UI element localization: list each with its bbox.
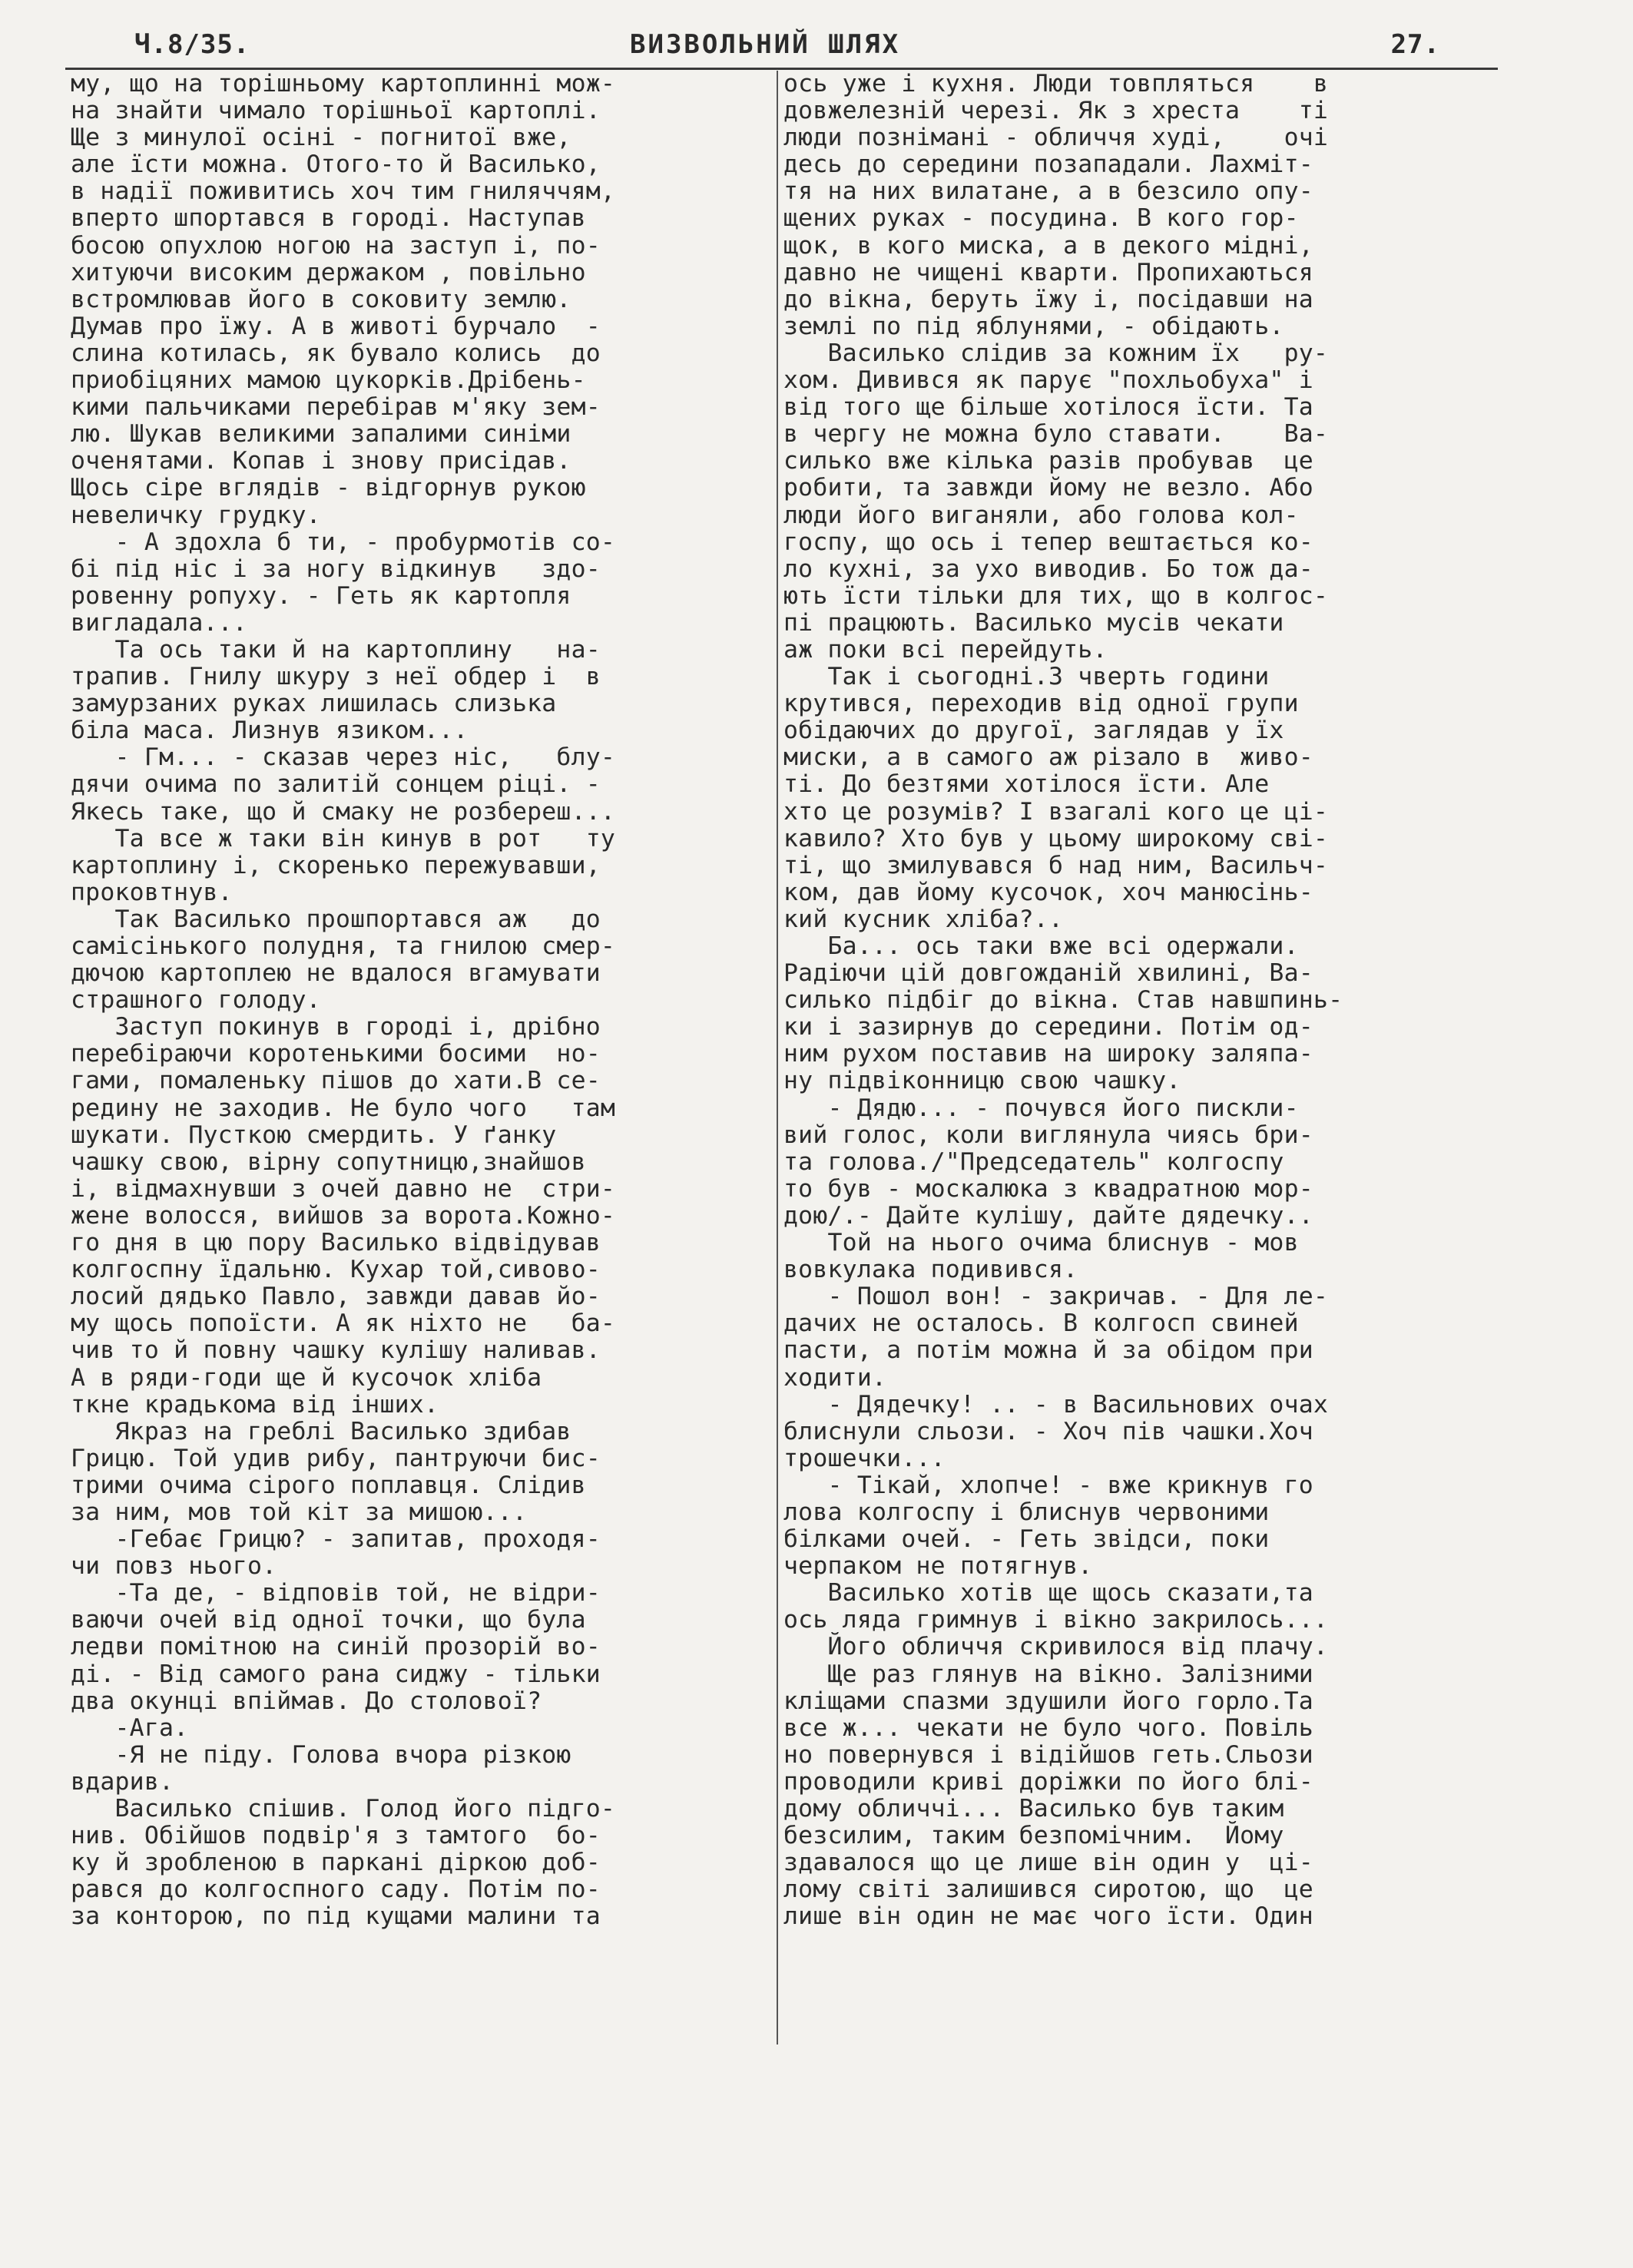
- text-line: - Дядю... - почувся його пискли-: [783, 1094, 1299, 1122]
- text-line: здавалося що це лише він один у ці-: [783, 1849, 1313, 1877]
- left-column: [71, 71, 762, 1930]
- text-line: тя на них вилатане, а в безсило опу-: [783, 177, 1313, 206]
- text-line: Ще з минулої осіні - погнитої вже,: [71, 124, 571, 152]
- text-line: госпу, що ось і тепер вештається ко-: [783, 528, 1313, 556]
- text-line: ку й зробленою в паркані діркою доб-: [71, 1849, 601, 1877]
- text-line: Василько хотів ще щось сказати,та: [783, 1579, 1313, 1607]
- text-line: оченятами. Копав і знову присідав.: [71, 447, 571, 475]
- text-line: лю. Шукав великими запалими синіми: [71, 420, 571, 449]
- text-line: лому світі залишився сиротою, що це: [783, 1876, 1313, 1904]
- text-line: ровенну ропуху. - Геть як картопля: [71, 581, 571, 610]
- text-line: -Я не піду. Голова вчора різкою: [71, 1740, 571, 1769]
- text-line: кліщами спазми здушили його горло.Та: [783, 1687, 1313, 1715]
- text-line: бі під ніс і за ногу відкинув здо-: [71, 555, 601, 583]
- text-line: Ще раз глянув на вікно. Залізними: [783, 1660, 1313, 1688]
- text-line: люди його виганяли, або голова кол-: [783, 501, 1299, 529]
- text-line: Думав про їжу. А в животі бурчало -: [71, 312, 601, 340]
- text-line: на знайти чимало торішньої картоплі.: [71, 97, 601, 125]
- text-line: та голова./"Председатель" колгоспу: [783, 1147, 1284, 1176]
- text-line: рався до колгоспного саду. Потім по-: [71, 1876, 601, 1904]
- text-line: трошечки...: [783, 1444, 946, 1472]
- text-line: ло кухні, за ухо виводив. Бо тож да-: [783, 555, 1313, 583]
- text-line: - Дядечку! .. - в Васильнових очах: [783, 1390, 1329, 1419]
- text-line: блиснули сльози. - Хоч пів чашки.Хоч: [783, 1417, 1313, 1445]
- text-line: чив то й повну чашку кулішу наливав.: [71, 1336, 601, 1365]
- right-column: [783, 71, 1490, 1930]
- text-line: Василько слідив за кожним їх ру-: [783, 339, 1329, 367]
- text-line: проводили криві доріжки по його блі-: [783, 1767, 1313, 1796]
- text-line: трими очима сірого поплавця. Слідив: [71, 1471, 586, 1499]
- text-line: але їсти можна. Отого-то й Василько,: [71, 151, 601, 179]
- text-line: крутився, переходив від одної групи: [783, 690, 1299, 718]
- text-line: Його обличчя скривилося від плачу.: [783, 1633, 1329, 1661]
- text-line: Щось сіре вглядів - відгорнув рукою: [71, 474, 586, 502]
- text-line: Грицю. Той удив рибу, пантруючи бис-: [71, 1444, 601, 1472]
- text-line: му, що на торішньому картоплинні мож-: [71, 70, 616, 98]
- text-line: Якесь таке, що й смаку не розбереш...: [71, 797, 616, 826]
- text-line: - Пошол вон! - закричав. - Для ле-: [783, 1283, 1329, 1311]
- text-line: робити, та завжди йому не везло. Або: [783, 474, 1313, 502]
- text-line: чашку свою, вірну сопутницю,знайшов: [71, 1147, 586, 1176]
- text-line: ходити.: [783, 1363, 887, 1392]
- text-line: щених руках - посудина. В кого гор-: [783, 204, 1299, 233]
- text-line: давно не чищені кварти. Пропихаються: [783, 258, 1313, 286]
- text-line: ті, що змилувався б над ним, Васильч-: [783, 851, 1329, 879]
- text-line: лише він один не має чого їсти. Один: [783, 1902, 1313, 1931]
- text-line: страшного голоду.: [71, 986, 321, 1015]
- text-line: ті. До безтями хотілося їсти. Але: [783, 770, 1270, 799]
- text-line: шукати. Пусткою смердить. У ґанку: [71, 1121, 557, 1149]
- text-line: перебіраючи коротенькими босими но-: [71, 1040, 601, 1068]
- text-line: Ба... ось таки вже всі одержали.: [783, 932, 1299, 960]
- text-line: дючою картоплею не вдалося вгамувати: [71, 959, 601, 988]
- text-line: ледви помітною на синій прозорій во-: [71, 1633, 601, 1661]
- text-line: проковтнув.: [71, 878, 233, 906]
- text-line: му щось попоїсти. А як ніхто не ба-: [71, 1309, 616, 1338]
- text-line: хитуючи високим держаком , повільно: [71, 258, 586, 286]
- text-line: землі по під яблунями, - обідають.: [783, 312, 1284, 340]
- text-line: ваючи очей від одної точки, що була: [71, 1606, 586, 1634]
- text-line: кавило? Хто був у цьому широкому сві-: [783, 824, 1329, 853]
- text-line: невеличку грудку.: [71, 501, 321, 529]
- text-line: Так і сьогодні.З чверть години: [783, 663, 1270, 691]
- text-line: го дня в цю пору Василько відвідував: [71, 1229, 601, 1257]
- text-line: то був - москалюка з квадратною мор-: [783, 1174, 1313, 1203]
- text-line: ось уже і кухня. Люди товпляться в: [783, 70, 1329, 98]
- text-line: в чергу не можна було ставати. Ва-: [783, 420, 1329, 449]
- text-line: все ж... чекати не було чого. Повіль: [783, 1713, 1313, 1742]
- text-line: довжелезній черезі. Як з хреста ті: [783, 97, 1329, 125]
- text-line: Василько спішив. Голод його підго-: [71, 1795, 616, 1823]
- text-line: нив. Обійшов подвір'я з тамтого бо-: [71, 1822, 601, 1850]
- text-line: кими пальчиками перебірав м'яку зем-: [71, 393, 601, 422]
- text-line: Той на нього очима блиснув - мов: [783, 1229, 1299, 1257]
- text-line: но повернувся і відійшов геть.Сльози: [783, 1740, 1313, 1769]
- text-line: -Ага.: [71, 1713, 189, 1742]
- text-line: силько вже кілька разів пробував це: [783, 447, 1313, 475]
- text-line: пасти, а потім можна й за обідом при: [783, 1336, 1313, 1365]
- text-line: замурзаних руках лишилась слизька: [71, 690, 557, 718]
- text-line: Та ось таки й на картоплину на-: [71, 635, 601, 664]
- page-header: [134, 29, 1440, 63]
- text-line: ним рухом поставив на широку заляпа-: [783, 1040, 1313, 1068]
- text-line: ось ляда гримнув і вікно закрилось...: [783, 1606, 1329, 1634]
- text-line: аж поки всі перейдуть.: [783, 635, 1108, 664]
- text-line: щок, в кого миска, а в декого мідні,: [783, 231, 1313, 260]
- text-line: черпаком не потягнув.: [783, 1552, 1093, 1581]
- text-line: трапив. Гнилу шкуру з неї обдер і в: [71, 663, 601, 691]
- text-line: Якраз на греблі Василько здибав: [71, 1417, 571, 1445]
- page-number: 27.: [1390, 29, 1440, 60]
- text-line: ки і зазирнув до середини. Потім од-: [783, 1013, 1313, 1041]
- text-line: ну підвіконницю свою чашку.: [783, 1067, 1181, 1095]
- text-line: пі працюють. Василько мусів чекати: [783, 608, 1284, 637]
- text-line: -Гебає Грицю? - запитав, проходя-: [71, 1525, 601, 1554]
- text-line: вперто шпортався в городі. Наступав: [71, 204, 586, 233]
- text-line: картоплину і, скоренько пережувавши,: [71, 851, 601, 879]
- text-line: дячи очима по залитій сонцем ріці. -: [71, 770, 601, 799]
- text-line: хто це розумів? І взагалі кого це ці-: [783, 797, 1329, 826]
- text-line: вий голос, коли виглянула чиясь бри-: [783, 1121, 1313, 1149]
- text-line: від того ще більше хотілося їсти. Та: [783, 393, 1313, 422]
- text-line: ком, дав йому кусочок, хоч манюсінь-: [783, 878, 1313, 906]
- text-line: вовкулака подивився.: [783, 1256, 1078, 1284]
- text-line: до вікна, беруть їжу і, посідавши на: [783, 285, 1313, 313]
- text-line: - А здохла б ти, - пробурмотів со-: [71, 528, 616, 556]
- text-line: слина котилась, як бувало колись до: [71, 339, 601, 367]
- text-line: в надії поживитись хоч тим гниляччям,: [71, 177, 616, 206]
- text-line: Так Василько прошпортався аж до: [71, 905, 601, 933]
- text-line: самісінького полудня, та гнилою смер-: [71, 932, 616, 960]
- text-line: гами, помаленьку пішов до хати.В се-: [71, 1067, 601, 1095]
- text-line: силько підбіг до вікна. Став навшпинь-: [783, 986, 1343, 1015]
- text-line: кий кусник хліба?..: [783, 905, 1064, 933]
- text-line: лова колгоспу і блиснув червоними: [783, 1498, 1270, 1526]
- text-line: дому обличчі... Василько був таким: [783, 1795, 1284, 1823]
- text-line: чи повз нього.: [71, 1552, 277, 1581]
- text-line: люди позніманi - обличчя худі, очі: [783, 124, 1329, 152]
- text-line: Та все ж таки він кинув в рот ту: [71, 824, 616, 853]
- text-line: хом. Дивився як парує "похльобуха" і: [783, 366, 1313, 395]
- text-line: Заступ покинув в городі і, дрібно: [71, 1013, 601, 1041]
- text-line: -Та де, - відповів той, не відри-: [71, 1579, 601, 1607]
- text-line: жене волосся, вийшов за ворота.Кожно-: [71, 1201, 616, 1230]
- text-line: десь до середини позападали. Лахміт-: [783, 151, 1313, 179]
- text-line: приобіцяних мамою цукорків.Дрібень-: [71, 366, 586, 395]
- journal-title: ВИЗВОЛЬНИЙ ШЛЯХ: [630, 29, 901, 60]
- text-line: редину не заходив. Не було чого там: [71, 1094, 616, 1122]
- text-line: за конторою, по під кущами малини та: [71, 1902, 601, 1931]
- text-line: Радіючи цій довгожданій хвилині, Ва-: [783, 959, 1313, 988]
- text-line: обідаючих до другої, заглядав у їх: [783, 717, 1284, 745]
- text-line: ді. - Від самого рана сиджу - тільки: [71, 1660, 601, 1688]
- text-line: встромлював його в соковиту землю.: [71, 285, 571, 313]
- text-line: - Тікай, хлопче! - вже крикнув го: [783, 1471, 1313, 1499]
- text-line: А в ряди-годи ще й кусочок хліба: [71, 1363, 542, 1392]
- text-line: ють їсти тільки для тих, що в колгос-: [783, 581, 1329, 610]
- text-line: ткне крадькома від інших.: [71, 1390, 439, 1419]
- text-line: дачих не осталось. В колгосп свиней: [783, 1309, 1299, 1338]
- text-line: вигладала...: [71, 608, 247, 637]
- text-line: миски, а в самого аж різало в живо-: [783, 743, 1313, 772]
- text-line: білками очей. - Геть звідси, поки: [783, 1525, 1270, 1554]
- text-line: босою опухлою ногою на заступ і, по-: [71, 231, 601, 260]
- text-line: два окунці впіймав. До столової?: [71, 1687, 542, 1715]
- text-line: і, відмахнувши з очей давно не стри-: [71, 1174, 616, 1203]
- text-line: безсилим, таким безпомічним. Йому: [783, 1822, 1284, 1850]
- text-line: лосий дядько Павло, завжди давав йо-: [71, 1283, 601, 1311]
- issue-number: Ч.8/35.: [134, 29, 250, 60]
- text-line: біла маса. Лизнув язиком...: [71, 717, 469, 745]
- text-line: вдарив.: [71, 1767, 174, 1796]
- column-divider: [777, 71, 778, 2045]
- text-line: - Гм... - сказав через ніс, блу-: [71, 743, 616, 772]
- text-line: колгоспну їдальню. Кухар той,сивово-: [71, 1256, 601, 1284]
- text-line: за ним, мов той кіт за мишою...: [71, 1498, 528, 1526]
- text-line: дою/.- Дайте кулішу, дайте дядечку..: [783, 1201, 1313, 1230]
